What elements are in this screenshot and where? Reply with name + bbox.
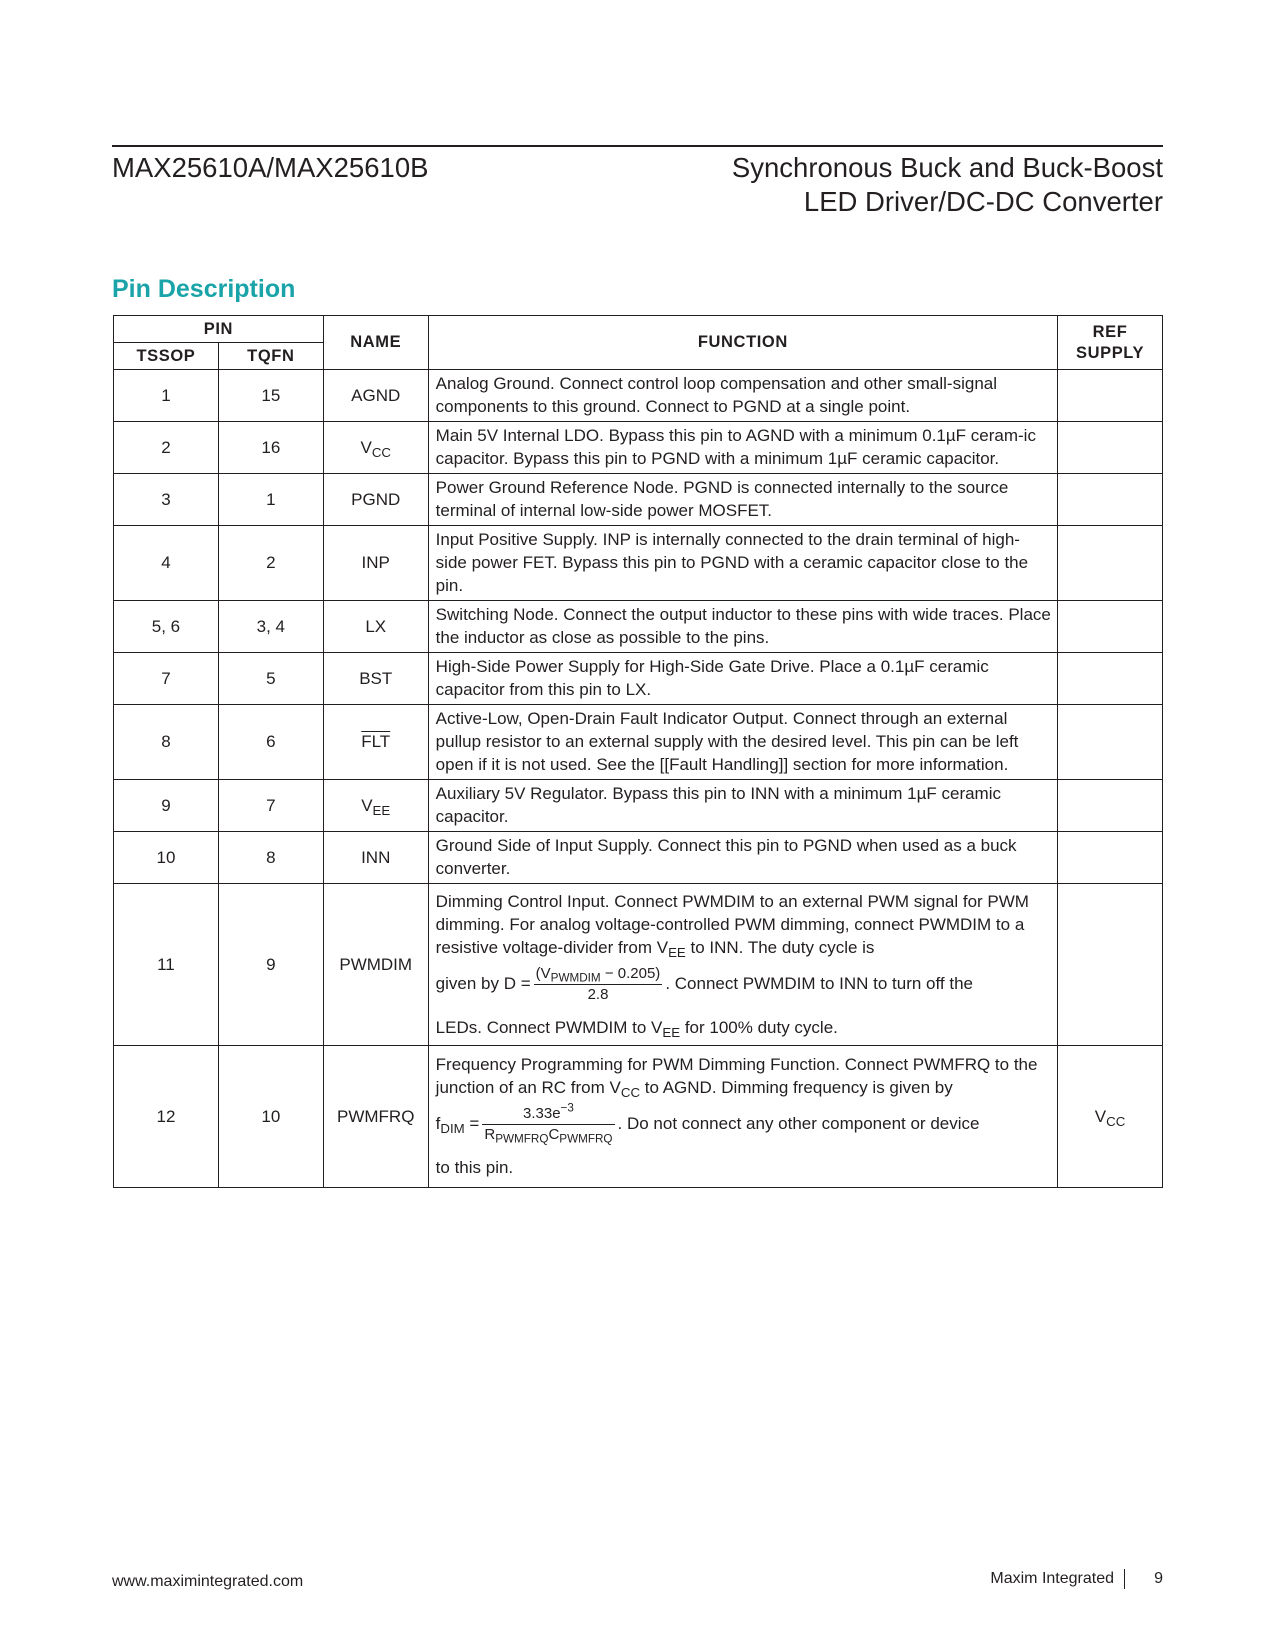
pin-ref-supply — [1058, 1046, 1163, 1188]
text-subscript: PWMDIM — [550, 971, 601, 984]
equation-lhs — [435, 1113, 480, 1136]
pin-name — [323, 780, 428, 832]
text-run: given by — [435, 973, 499, 993]
pin-name: LX — [323, 601, 428, 653]
pin-tssop: 2 — [114, 422, 219, 474]
pin-ref-supply — [1058, 653, 1163, 705]
pin-function: Active-Low, Open-Drain Fault Indicator Output. Connect through an external pullup resistor to an external supply with the desired level. This pin can be left open if it is not used. See the [[Fault Handling]] section for more information. — [428, 705, 1057, 780]
text-run: . Do not connect any other component or device — [617, 1113, 980, 1133]
text-run: to INN. The duty cycle is — [685, 937, 875, 957]
table-row — [114, 884, 1163, 1046]
text-run: for 100% duty cycle. — [680, 1017, 838, 1037]
table-row — [114, 601, 1163, 653]
header-tqfn: TQFN — [218, 343, 323, 370]
pin-tqfn: 2 — [218, 526, 323, 601]
text-run: to AGND. Dimming frequency is given by — [640, 1078, 953, 1097]
pin-ref-supply — [1058, 474, 1163, 526]
pin-ref-supply — [1058, 832, 1163, 884]
text-run: f — [435, 1113, 441, 1133]
document-title-line-1: Synchronous Buck and Buck-Boost — [731, 152, 1163, 183]
table-row — [114, 1046, 1163, 1188]
table-row — [114, 370, 1163, 422]
text-superscript: −3 — [560, 1101, 574, 1115]
document-title — [732, 151, 1163, 219]
pin-tssop: 4 — [114, 526, 219, 601]
text-subscript: PWMFRQ — [559, 1132, 613, 1146]
section-title: Pin Description — [112, 275, 296, 303]
pin-function: Input Positive Supply. INP is internally connected to the drain terminal of high-side power FET. Bypass this pin to PGND with a ceramic capacitor close to the pin. — [428, 526, 1057, 601]
pin-ref-supply — [1058, 780, 1163, 832]
fraction-denominator: 2.8 — [534, 984, 663, 1004]
pwmdim-description-end — [436, 1016, 1051, 1039]
table-row — [114, 780, 1163, 832]
pin-tqfn: 16 — [218, 422, 323, 474]
pin-function: Switching Node. Connect the output inductor to these pins with wide traces. Place the inductor as close as possible to the pins. — [428, 601, 1057, 653]
pin-ref-supply — [1058, 370, 1163, 422]
header-rule — [112, 145, 1163, 147]
pin-tssop: 9 — [114, 780, 219, 832]
text-subscript: CC — [620, 1084, 641, 1100]
pin-tssop: 10 — [114, 832, 219, 884]
part-number: MAX25610A/MAX25610B — [112, 152, 429, 183]
pin-name-subscript: CC — [371, 444, 391, 460]
pin-name: BST — [323, 653, 428, 705]
text-run: Frequency Programming for PWM Dimming Function. Connect PWMFRQ to the junction of an RC from V — [435, 1055, 1038, 1097]
fraction-denominator — [482, 1124, 614, 1144]
table-row — [114, 653, 1163, 705]
pin-ref-supply — [1058, 601, 1163, 653]
pin-tssop: 1 — [114, 370, 219, 422]
table-row — [114, 422, 1163, 474]
pin-ref-supply — [1058, 705, 1163, 780]
pin-function — [428, 884, 1057, 1046]
pin-name: PWMFRQ — [323, 1046, 428, 1188]
pin-function — [428, 1046, 1057, 1188]
pin-name: AGND — [323, 370, 428, 422]
frequency-fraction — [482, 1101, 614, 1146]
pin-ref-supply — [1058, 884, 1163, 1046]
pin-tqfn: 6 — [218, 705, 323, 780]
pin-tssop: 5, 6 — [114, 601, 219, 653]
table-row — [114, 474, 1163, 526]
pin-function: Power Ground Reference Node. PGND is connected internally to the source terminal of internal low-side power MOSFET. — [428, 474, 1057, 526]
pin-function: High-Side Power Supply for High-Side Gate Drive. Place a 0.1µF ceramic capacitor from this pin to LX. — [428, 653, 1057, 705]
duty-cycle-equation-line — [436, 965, 1051, 1004]
pin-tssop: 7 — [114, 653, 219, 705]
fraction-numerator — [534, 965, 663, 984]
pin-function: Analog Ground. Connect control loop compensation and other small-signal components to this ground. Connect to PGND at a single point. — [428, 370, 1057, 422]
equation-lhs: D = — [503, 973, 531, 993]
header-function: FUNCTION — [428, 316, 1057, 370]
pin-name: PWMDIM — [323, 884, 428, 1046]
pin-name: PGND — [323, 474, 428, 526]
pin-function: Main 5V Internal LDO. Bypass this pin to AGND with a minimum 0.1µF ceram-ic capacitor. Bypass this pin to PGND with a minimum 1µF ceramic capacitor. — [428, 422, 1057, 474]
pin-function: Auxiliary 5V Regulator. Bypass this pin to INN with a minimum 1µF ceramic capacitor. — [428, 780, 1057, 832]
pin-name: INP — [323, 526, 428, 601]
pin-name-subscript: EE — [372, 802, 391, 818]
pin-tqfn: 5 — [218, 653, 323, 705]
pin-tqfn: 7 — [218, 780, 323, 832]
pwmfrq-description-end: to this pin. — [435, 1158, 514, 1177]
page-number: 9 — [1154, 1570, 1163, 1587]
header-pin: PIN — [114, 316, 324, 343]
pin-name-base: V — [360, 437, 372, 457]
text-subscript: DIM — [440, 1120, 465, 1136]
fraction-numerator — [482, 1101, 614, 1124]
footer-url[interactable]: www.maximintegrated.com — [112, 1573, 304, 1590]
footer-company: Maxim Integrated — [990, 1569, 1125, 1589]
text-run: Dimming Control Input. Connect PWMDIM to an external PWM signal for PWM dimming. For analog voltage-controlled PWM dimming, connect PWMDIM to a resistive voltage-divider from V — [435, 891, 1029, 957]
pin-name-base: V — [361, 795, 373, 815]
ref-supply-subscript: CC — [1106, 1113, 1126, 1129]
table-row — [114, 705, 1163, 780]
text-run: 3.33e — [523, 1105, 561, 1122]
document-title-line-2: LED Driver/DC-DC Converter — [803, 186, 1163, 217]
table-row — [114, 526, 1163, 601]
pin-tqfn: 1 — [218, 474, 323, 526]
pin-tssop: 11 — [114, 884, 219, 1046]
pwmdim-description — [436, 890, 1051, 959]
pin-name: INN — [323, 832, 428, 884]
text-run: − 0.205) — [600, 964, 661, 982]
text-subscript: PWMFRQ — [495, 1132, 549, 1146]
table-row — [114, 832, 1163, 884]
pin-tqfn: 9 — [218, 884, 323, 1046]
pin-ref-supply — [1058, 526, 1163, 601]
header-ref-supply-line-1: REF — [1092, 322, 1128, 341]
pin-name — [323, 422, 428, 474]
text-run: (V — [535, 964, 551, 982]
pin-description-table — [113, 315, 1163, 1188]
header-name: NAME — [323, 316, 428, 370]
header-tssop: TSSOP — [114, 343, 219, 370]
duty-cycle-fraction — [534, 965, 663, 1004]
pin-tssop: 12 — [114, 1046, 219, 1188]
pin-tqfn: 15 — [218, 370, 323, 422]
pin-tqfn: 8 — [218, 832, 323, 884]
header-ref-supply — [1058, 316, 1163, 370]
text-subscript: EE — [668, 944, 686, 960]
text-run: = — [464, 1113, 480, 1133]
header-ref-supply-line-2: SUPPLY — [1075, 343, 1145, 362]
pin-tqfn: 10 — [218, 1046, 323, 1188]
text-run: C — [548, 1126, 560, 1143]
pin-name — [323, 705, 428, 780]
pin-tqfn: 3, 4 — [218, 601, 323, 653]
pin-tssop: 3 — [114, 474, 219, 526]
pin-name-active-low: $\overline{FLT}$ — [361, 732, 391, 751]
pin-tssop: 8 — [114, 705, 219, 780]
text-run: . Connect PWMDIM to INN to turn off the — [665, 973, 973, 993]
frequency-equation-line — [435, 1101, 1051, 1146]
text-run: R — [484, 1126, 496, 1143]
pin-ref-supply — [1058, 422, 1163, 474]
pwmfrq-description — [436, 1053, 1051, 1099]
text-subscript: EE — [662, 1024, 681, 1040]
text-run: LEDs. Connect PWMDIM to V — [435, 1017, 663, 1037]
ref-supply-base: V — [1094, 1106, 1107, 1126]
pin-function: Ground Side of Input Supply. Connect this pin to PGND when used as a buck converter. — [428, 832, 1057, 884]
